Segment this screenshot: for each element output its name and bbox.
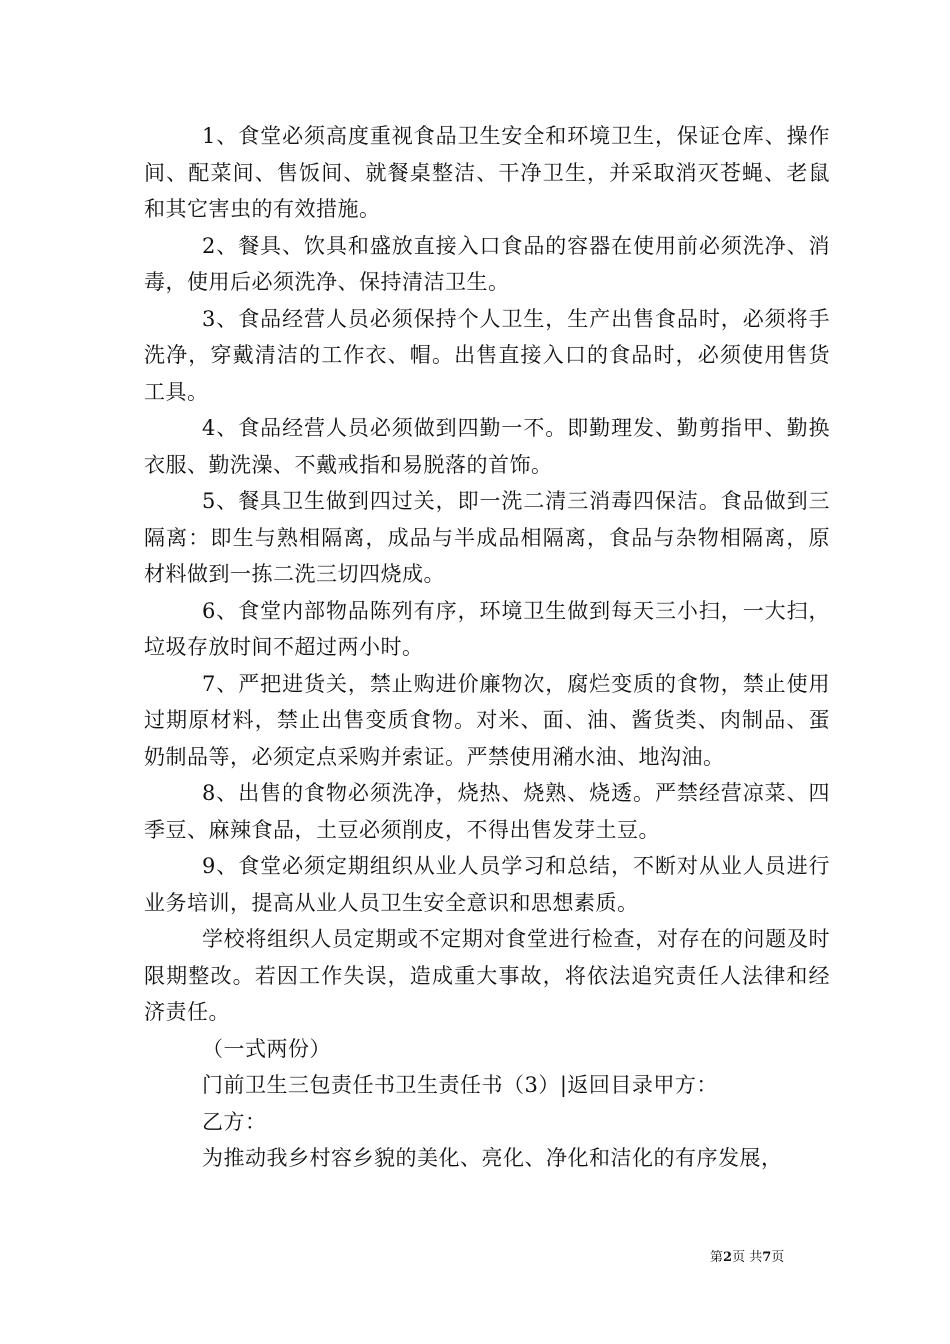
paragraph-rule-1: 1、食堂必须高度重视食品卫生安全和环境卫生，保证仓库、操作间、配菜间、售饭间、就餐桌整洁、干净卫生，并采取消灭苍蝇、老鼠和其它害虫的有效措施。 <box>144 124 830 221</box>
paragraph-inspection: 学校将组织人员定期或不定期对食堂进行检查，对存在的问题及时限期整改。若因工作失误，造成重大事故，将依法追究责任人法律和经济责任。 <box>144 927 830 1024</box>
paragraph-copies: （一式两份） <box>202 1036 331 1061</box>
paragraph-rule-3: 3、食品经营人员必须保持个人卫生，生产出售食品时，必须将手洗净，穿戴清洁的工作衣、帽。出售直接入口的食品时，必须使用售货工具。 <box>144 306 830 404</box>
footer-page-number: 2 <box>723 1250 733 1265</box>
paragraph-rule-9: 9、食堂必须定期组织从业人员学习和总结，不断对从业人员进行业务培训，提高从业人员卫生安全意识和思想素质。 <box>144 854 830 915</box>
paragraph-rule-5: 5、餐具卫生做到四过关，即一洗二清三消毒四保洁。食品做到三隔离：即生与熟相隔离，成品与半成品相隔离，食品与杂物相隔离，原材料做到一拣二洗三切四烧成。 <box>144 489 830 586</box>
footer-suffix: 页 <box>771 1250 785 1265</box>
paragraph-intro: 为推动我乡村容乡貌的美化、亮化、净化和洁化的有序发展， <box>202 1146 783 1170</box>
paragraph-rule-8: 8、出售的食物必须洗净，烧热、烧熟、烧透。严禁经营凉菜、四季豆、麻辣食品，土豆必须削皮，不得出售发芽土豆。 <box>144 781 830 842</box>
footer-middle: 页 共 <box>732 1250 763 1265</box>
paragraph-rule-2: 2、餐具、饮具和盛放直接入口食品的容器在使用前必须洗净、消毒，使用后必须洗净、保持清洁卫生。 <box>144 233 830 294</box>
paragraph-next-title: 门前卫生三包责任书卫生责任书（3）|返回目录甲方： <box>202 1073 718 1097</box>
page-footer <box>710 1246 784 1265</box>
footer-total-pages: 7 <box>762 1250 772 1265</box>
paragraph-rule-7: 7、严把进货关，禁止购进价廉物次，腐烂变质的食物，禁止使用过期原材料，禁止出售变质食物。对米、面、油、酱货类、肉制品、蛋奶制品等，必须定点采购并索证。严禁使用潲水油、地沟油。 <box>144 671 830 769</box>
footer-prefix: 第 <box>710 1250 724 1265</box>
paragraph-rule-4: 4、食品经营人员必须做到四勤一不。即勤理发、勤剪指甲、勤换衣服、勤洗澡、不戴戒指和易脱落的首饰。 <box>144 416 830 477</box>
paragraph-party-b: 乙方： <box>202 1109 267 1134</box>
document-body <box>144 118 830 1177</box>
paragraph-rule-6: 6、食堂内部物品陈列有序，环境卫生做到每天三小扫，一大扫，垃圾存放时间不超过两小时。 <box>144 598 830 659</box>
